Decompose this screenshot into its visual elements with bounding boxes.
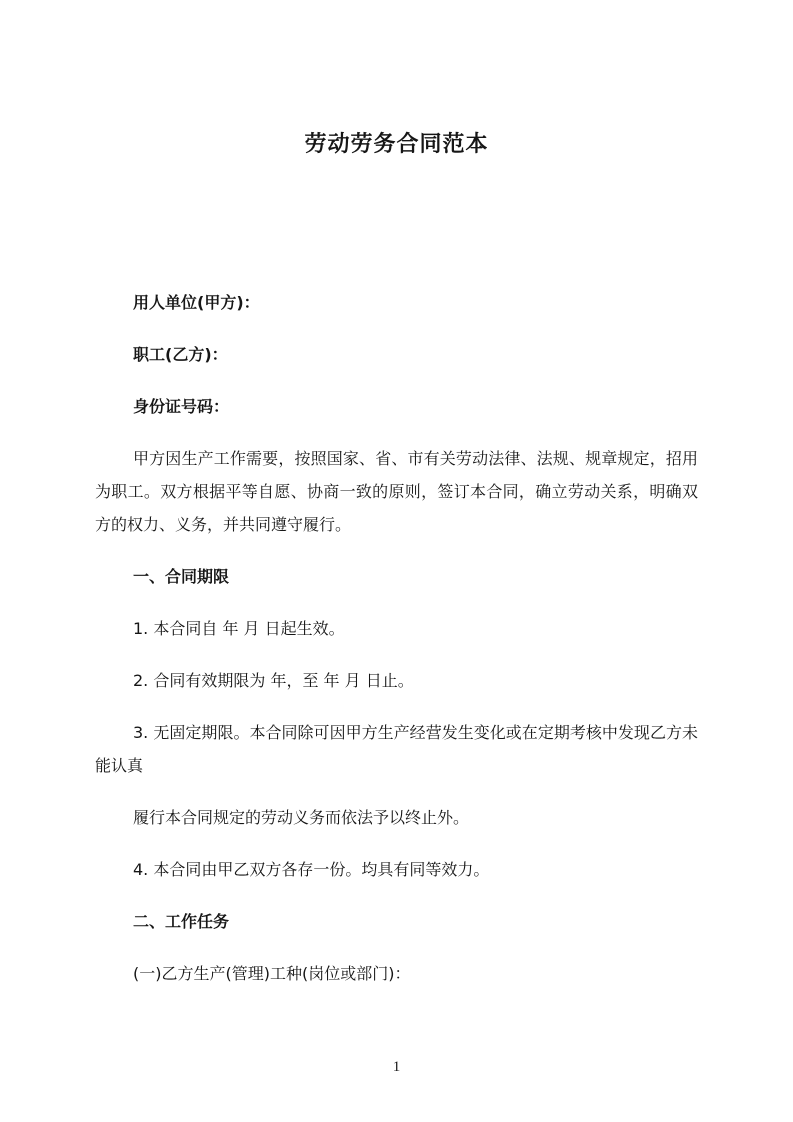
employee-party-b-line: 职工(乙方)： xyxy=(133,345,228,364)
clause-1-1: 1. 本合同自 年 月 日起生效。 xyxy=(133,619,345,638)
page-number: 1 xyxy=(392,1059,401,1075)
clause-1-3-continuation: 履行本合同规定的劳动义务而依法予以终止外。 xyxy=(133,808,470,827)
clause-1-2: 2. 合同有效期限为 年，至 年 月 日止。 xyxy=(133,671,414,690)
clause-2-1: (一)乙方生产(管理)工种(岗位或部门)： xyxy=(133,964,411,983)
section-1-heading: 一、合同期限 xyxy=(133,567,230,586)
employer-party-a-line: 用人单位(甲方)： xyxy=(133,293,260,312)
intro-paragraph: 甲方因生产工作需要，按照国家、省、市有关劳动法律、法规、规章规定，招用为职工。双方根据平等自愿、协商一致的原则，签订本合同，确立劳动关系，明确双方的权力、义务，并共同遵守履行。 xyxy=(95,449,698,534)
clause-1-4: 4. 本合同由甲乙双方各存一份。均具有同等效力。 xyxy=(133,860,490,879)
document-title: 劳动劳务合同范本 xyxy=(304,132,489,157)
clause-1-3: 3. 无固定期限。本合同除可因甲方生产经营发生变化或在定期考核中发现乙方未能认真 xyxy=(95,723,698,775)
section-2-heading: 二、工作任务 xyxy=(133,912,230,931)
id-number-line: 身份证号码： xyxy=(133,397,230,416)
